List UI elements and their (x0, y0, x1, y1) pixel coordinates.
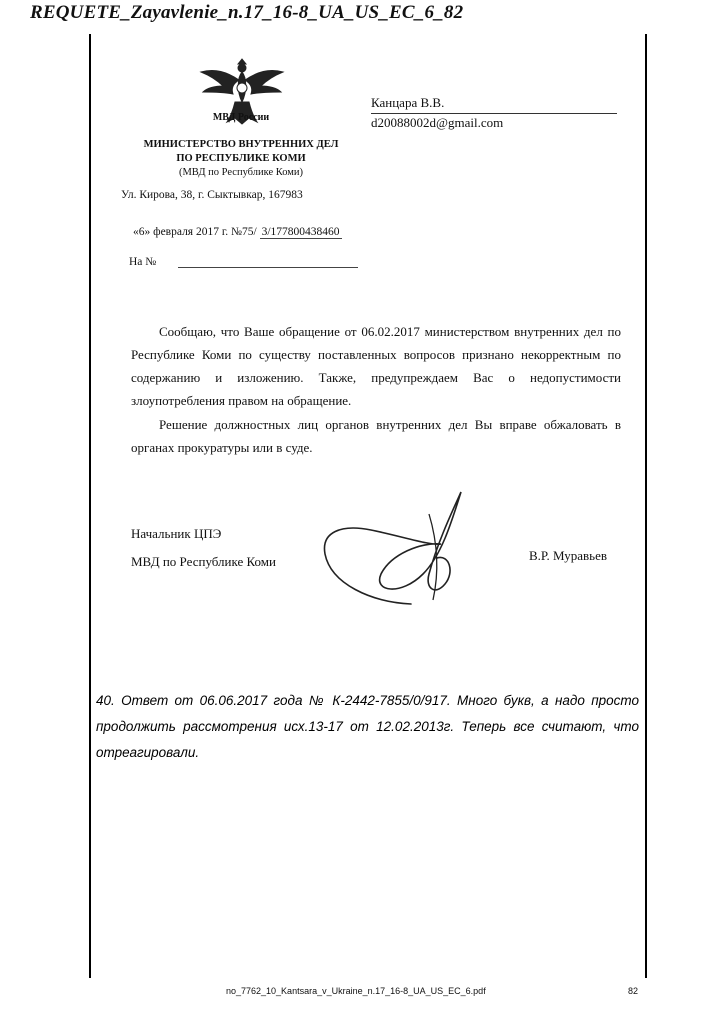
commentary-note: 40. Ответ от 06.06.2017 года № К-2442-7855/0/917. Много букв, а надо просто продолжить рассмотрения исх.13-17 от 12.02.2013г. Теперь все считают, что отреагировали. (96, 693, 639, 760)
footer-filename: no_7762_10_Kantsara_v_Ukraine_n.17_16-8_UA_US_EC_6.pdf (226, 986, 486, 996)
ministry-line-3: (МВД по Республике Коми) (178, 167, 304, 178)
recipient-block (371, 94, 617, 132)
recipient-name: Канцара В.В. (371, 94, 617, 114)
signer-name: В.Р. Муравьев (529, 548, 608, 563)
emblem-caption: МВД России (212, 112, 270, 123)
scanned-letter (91, 34, 645, 674)
signer-title-1: Начальник ЦПЭ (131, 526, 222, 541)
handwritten-signature (311, 484, 471, 614)
letter-paragraph-2: Решение должностных лиц органов внутренних дел Вы вправе обжаловать в органах прокуратуры или в суде. (131, 417, 621, 455)
registration-number: 3/177800438460 (261, 226, 340, 238)
date-rest: февраля 2017 г. №75/ (150, 226, 260, 238)
ministry-address: Ул. Кирова, 38, г. Сыктывкар, 167983 (121, 189, 303, 201)
signer-title-block (131, 520, 276, 576)
reference-line (129, 256, 358, 268)
date-line (133, 226, 342, 239)
right-margin-line (645, 34, 647, 978)
recipient-email: d20088002d@gmail.com (371, 115, 504, 130)
reference-blank (178, 257, 358, 268)
letter-body (131, 320, 621, 459)
reference-label: На № (129, 256, 157, 268)
ministry-block (91, 138, 391, 180)
letter-paragraph-1: Сообщаю, что Ваше обращение от 06.02.2017 министерством внутренних дел по Республике Коми по существу поставленных вопросов признано некорректным по содержанию и изложению. Также, предупреждаем Вас о недопустимости злоупотребления правом на обращение. (131, 324, 621, 408)
date-day: «6» (133, 226, 151, 238)
signer-title-2: МВД по Республике Коми (131, 554, 276, 569)
ministry-line-2: ПО РЕСПУБЛИКЕ КОМИ (176, 153, 306, 164)
footer-page-number: 82 (628, 986, 639, 996)
ministry-line-1: МИНИСТЕРСТВО ВНУТРЕННИХ ДЕЛ (143, 139, 339, 150)
document-title: REQUETE_Zayavlenie_n.17_16-8_UA_US_EC_6_82 (30, 2, 464, 23)
